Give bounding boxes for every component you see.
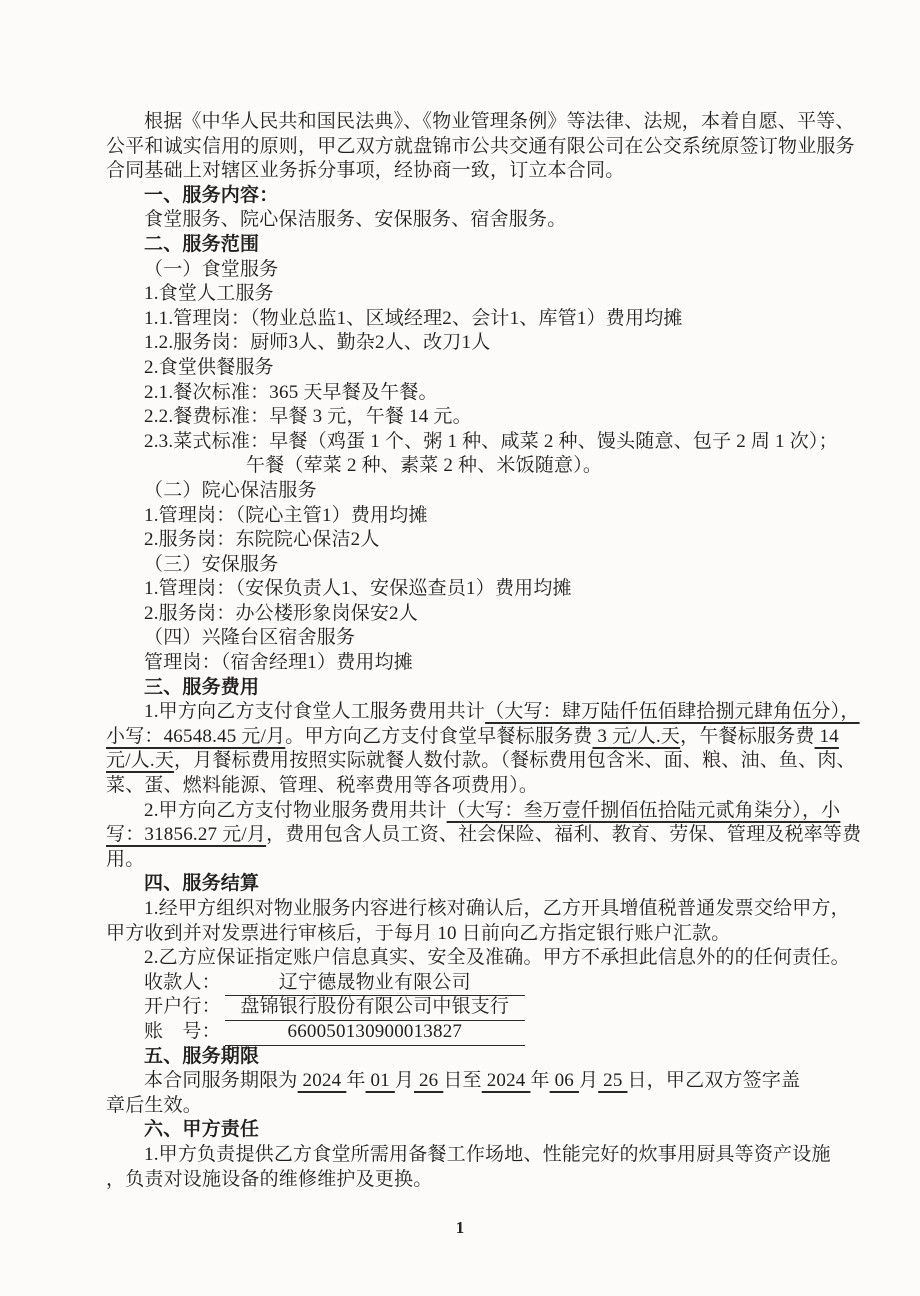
doc-line — [106, 208, 846, 233]
doc-line — [106, 1168, 846, 1193]
text-segment: 2.1.餐次标准：365 天早餐及午餐。 — [144, 381, 438, 403]
doc-line — [106, 331, 846, 356]
underlined-text: 小写：46548.45 元/月 — [106, 725, 286, 747]
text-segment: （四）兴隆台区宿舍服务 — [144, 627, 356, 649]
text-segment: ，负责对设施设备的维修维护及更换。 — [106, 1168, 433, 1190]
text-segment: 1.管理岗：（院心主管1）费用均摊 — [144, 504, 428, 526]
doc-line — [106, 356, 846, 381]
text-segment: 1.经甲方组织对物业服务内容进行核对确认后，乙方开具增值税普通发票交给甲方， — [144, 898, 850, 919]
text-segment: 。甲方向乙方支付食堂早餐标服务费 — [285, 725, 593, 747]
underlined-text: 3 元/人.天 — [592, 725, 681, 747]
text-segment: 用。 — [106, 848, 145, 870]
text-segment: 菜、蛋、燃料能源、管理、税率费用等各项费用）。 — [106, 775, 539, 797]
doc-line — [106, 651, 846, 676]
payee-field — [106, 971, 846, 996]
underlined-text: 元/人.天 — [106, 750, 175, 772]
text-segment: ，月餐标费用按照实际就餐人数付款。（餐标费用包含米、面、粮、油、鱼、肉、 — [174, 750, 856, 772]
doc-line — [106, 897, 850, 922]
doc-line — [106, 504, 846, 529]
doc-line — [106, 872, 846, 897]
text-segment: 三、服务费用 — [144, 676, 260, 698]
text-segment: 午餐（荤菜 2 种、素菜 2 种、米饭随意）。 — [246, 455, 603, 477]
underlined-text: （大写：肆万陆仟伍佰肆拾捌元肆角伍分）， — [485, 701, 860, 723]
text-segment: 1.甲方向乙方支付食堂人工服务费用共计 — [144, 701, 486, 723]
field-label: 账 号： — [144, 1020, 221, 1042]
doc-line — [106, 823, 862, 848]
doc-line — [106, 725, 846, 750]
text-segment: 日，甲乙双方签字盖 — [627, 1070, 801, 1092]
text-segment: 2.服务岗：东院院心保洁2人 — [144, 529, 380, 551]
text-segment: 合同基础上对辖区业务拆分事项，经协商一致，订立本合同。 — [106, 160, 625, 182]
text-segment: 1.甲方负责提供乙方食堂所需用备餐工作场地、性能完好的炊事用厨具等资产设施 — [144, 1143, 831, 1165]
text-segment: 1.食堂人工服务 — [144, 283, 274, 305]
text-segment: 一、服务内容： — [144, 184, 279, 206]
doc-line — [106, 307, 846, 332]
text-segment: 六、甲方责任 — [144, 1119, 260, 1141]
doc-line — [106, 749, 856, 774]
doc-line — [106, 159, 846, 184]
doc-line — [106, 258, 846, 283]
page-number: 1 — [455, 1218, 465, 1237]
text-segment: 本合同服务期限为 — [144, 1070, 298, 1092]
doc-line — [106, 381, 846, 406]
text-segment: 食堂服务、院心保洁服务、安保服务、宿舍服务。 — [144, 209, 567, 231]
text-segment: （二）院心保洁服务 — [144, 479, 317, 501]
text-segment: 四、服务结算 — [144, 873, 260, 895]
doc-line — [106, 479, 846, 504]
doc-line — [106, 553, 846, 578]
underlined-text: 06 — [549, 1070, 579, 1092]
doc-line — [106, 946, 850, 971]
doc-line — [106, 528, 846, 553]
doc-line — [106, 135, 855, 160]
text-segment: 1.管理岗：（安保负责人1、安保巡查员1）费用均摊 — [144, 578, 572, 600]
text-segment: 日至 — [443, 1070, 482, 1092]
field-value: 辽宁德晟物业有限公司 — [225, 971, 525, 997]
doc-line — [106, 922, 846, 947]
doc-line — [106, 233, 846, 258]
underlined-text: 2024 — [481, 1070, 531, 1092]
underlined-text: 2024 — [297, 1070, 347, 1092]
doc-line — [106, 184, 846, 209]
text-segment: 2.食堂供餐服务 — [144, 356, 274, 378]
doc-line — [106, 1118, 846, 1143]
doc-line — [106, 1045, 846, 1070]
text-segment: 1.2.服务岗：厨师3人、勤杂2人、改刀1人 — [144, 332, 491, 354]
underlined-text: 14 — [814, 725, 839, 747]
text-segment: 2.乙方应保证指定账户信息真实、安全及准确。甲方不承担此信息外的的任何责任。 — [144, 947, 850, 969]
doc-line — [106, 700, 860, 725]
text-segment: 年 — [346, 1070, 366, 1092]
text-segment: 管理岗：（宿舍经理1）费用均摊 — [144, 652, 414, 674]
field-label: 开户行： — [144, 996, 221, 1018]
field-value: 660050130900013827 — [225, 1020, 525, 1046]
text-segment: 五、服务期限 — [144, 1045, 260, 1067]
contract-body — [106, 110, 862, 1192]
text-segment: 2.服务岗：办公楼形象岗保安2人 — [144, 602, 418, 624]
underlined-text: 25 — [598, 1070, 628, 1092]
text-segment: 1.1.管理岗：（物业总监1、区域经理2、会计1、库管1）费用均摊 — [144, 307, 683, 329]
doc-line — [106, 454, 846, 479]
doc-line — [106, 626, 846, 651]
doc-line — [106, 405, 846, 430]
text-segment: （三）安保服务 — [144, 553, 279, 575]
text-segment: （一）食堂服务 — [144, 258, 279, 280]
doc-line — [106, 774, 846, 799]
text-segment: 根据《中华人民共和国民法典》、《物业管理条例》等法律、法规，本着自愿、平等、 — [144, 111, 855, 132]
doc-line — [106, 577, 846, 602]
underlined-text: 01 — [365, 1070, 395, 1092]
text-segment: 章后生效。 — [106, 1094, 203, 1116]
text-segment: 年 — [530, 1070, 550, 1092]
text-segment: 月 — [394, 1070, 415, 1092]
doc-line — [106, 430, 846, 455]
text-segment: 公平和诚实信用的原则，甲乙双方就盘锦市公共交通有限公司在公交系统原签订物业服务 — [106, 135, 855, 157]
doc-line — [106, 799, 846, 824]
bank-field — [106, 995, 846, 1020]
account-number-field — [106, 1020, 846, 1045]
text-segment: 2.2.餐费标准：早餐 3 元，午餐 14 元。 — [144, 406, 472, 428]
text-segment: 月 — [578, 1070, 599, 1092]
doc-line — [106, 1143, 846, 1168]
text-segment: 2.3.菜式标准：早餐（鸡蛋 1 个、粥 1 种、咸菜 2 种、馒头随意、包子 2 周 1 次）； — [144, 430, 838, 452]
text-segment: ，午餐标服务费 — [680, 725, 815, 747]
text-segment: 二、服务范围 — [144, 233, 260, 255]
underlined-text: （大写：叁万壹仟捌佰伍拾陆元贰角柒分），小 — [446, 799, 841, 821]
text-segment: 甲方收到并对发票进行审核后，于每月 10 日前向乙方指定银行账户汇款。 — [106, 922, 731, 944]
doc-line — [106, 1094, 846, 1119]
text-segment: ，费用包含人员工资、社会保险、福利、教育、劳保、管理及税率等费 — [266, 824, 862, 846]
text-segment: 2.甲方向乙方支付物业服务费用共计 — [144, 799, 447, 821]
field-label: 收款人： — [144, 971, 221, 993]
doc-line — [106, 1069, 846, 1094]
field-value: 盘锦银行股份有限公司中银支行 — [225, 995, 525, 1021]
underlined-text: 26 — [414, 1070, 444, 1092]
doc-line — [106, 110, 855, 135]
doc-line — [106, 848, 846, 873]
doc-line — [106, 676, 846, 701]
doc-line — [106, 282, 846, 307]
underlined-text: 写：31856.27 元/月 — [106, 824, 267, 846]
doc-line — [106, 602, 846, 627]
